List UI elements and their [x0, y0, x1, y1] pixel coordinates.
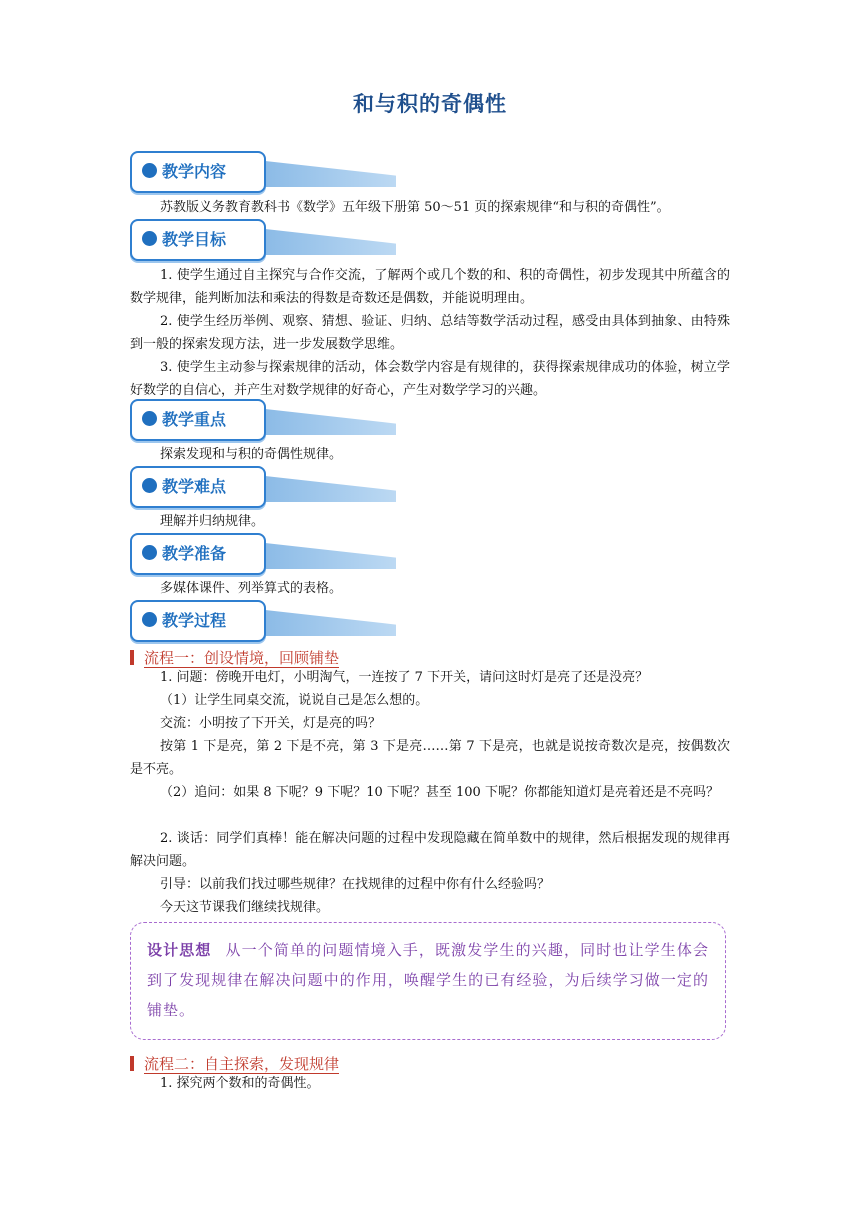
flow1-title: 流程一：创设情境，回顾铺垫 — [144, 649, 340, 667]
flow1-paragraph: 引导：以前我们找过哪些规律？在找规律的过程中你有什么经验吗？ — [160, 877, 551, 892]
goal-item-3: 3. 使学生主动参与探索规律的活动，体会数学内容是有规律的，获得探索规律成功的体验，树立学好数学的自信心，并产生对数学规律的好奇心，产生对数学学习的兴趣。 — [130, 360, 730, 398]
page-title: 和与积的奇偶性 — [353, 92, 507, 116]
section-label: 教学内容 — [162, 162, 227, 181]
section-heading-process — [130, 600, 300, 642]
bullet-dot-icon — [142, 478, 157, 493]
bullet-dot-icon — [142, 612, 157, 627]
flow1-paragraph: （2）追问：如果 8 下呢？9 下呢？10 下呢？甚至 100 下呢？你都能知道灯是亮着还是不亮吗？ — [160, 785, 719, 800]
preparation-text: 多媒体课件、列举算式的表格。 — [160, 581, 343, 596]
flow1-paragraph: （1）让学生同桌交流，说说自己是怎么想的。 — [160, 693, 429, 708]
flow2-paragraph: 1. 探究两个数和的奇偶性。 — [160, 1076, 320, 1091]
flow2-heading — [130, 1053, 339, 1073]
difficulty-text: 理解并归纳规律。 — [160, 514, 265, 529]
flow1-paragraph: 1. 问题：傍晚开电灯，小明淘气，一连按了 7 下开关，请问这时灯是亮了还是没亮？ — [160, 670, 649, 685]
flow-marker-icon — [130, 650, 134, 665]
bullet-dot-icon — [142, 545, 157, 560]
section-label: 教学准备 — [162, 544, 227, 563]
flow1-paragraph: 交流：小明按了下开关，灯是亮的吗？ — [160, 716, 382, 731]
key-text: 探索发现和与积的奇偶性规律。 — [160, 447, 343, 462]
flow1-paragraph: 按第 1 下是亮，第 2 下是不亮，第 3 下是亮……第 7 下是亮，也就是说按奇数次是亮，按偶数次是不亮。 — [130, 739, 730, 777]
section-label: 教学目标 — [162, 230, 227, 249]
goal-item-2: 2. 使学生经历举例、观察、猜想、验证、归纳、总结等数学活动过程，感受由具体到抽象、由特殊到一般的探索发现方法，进一步发展数学思维。 — [130, 314, 730, 352]
bullet-dot-icon — [142, 163, 157, 178]
flow1-paragraph: 今天这节课我们继续找规律。 — [160, 900, 330, 915]
section-heading-content — [130, 151, 300, 193]
design-idea-box — [130, 922, 726, 1040]
design-idea-label: 设计思想 — [147, 941, 212, 959]
bullet-dot-icon — [142, 411, 157, 426]
section-heading-preparation — [130, 533, 300, 575]
section-heading-key — [130, 399, 300, 441]
content-text: 苏教版义务教育教科书《数学》五年级下册第 50～51 页的探索规律“和与积的奇偶性”。 — [160, 200, 670, 215]
design-idea-text: 从一个简单的问题情境入手，既激发学生的兴趣，同时也让学生体会到了发现规律在解决问题中的作用，唤醒学生的已有经验，为后续学习做一定的铺垫。 — [147, 941, 709, 1019]
flow1-heading — [130, 647, 339, 667]
goal-item-1: 1. 使学生通过自主探究与合作交流，了解两个或几个数的和、积的奇偶性，初步发现其中所蕴含的数学规律，能判断加法和乘法的得数是奇数还是偶数，并能说明理由。 — [130, 268, 730, 306]
section-heading-goals — [130, 219, 300, 261]
section-label: 教学难点 — [162, 477, 227, 496]
bullet-dot-icon — [142, 231, 157, 246]
section-label: 教学重点 — [162, 410, 227, 429]
flow-marker-icon — [130, 1056, 134, 1071]
flow2-title: 流程二：自主探索，发现规律 — [144, 1055, 340, 1073]
flow1-paragraph: 2. 谈话：同学们真棒！能在解决问题的过程中发现隐藏在简单数中的规律，然后根据发现的规律再解决问题。 — [130, 831, 730, 869]
section-label: 教学过程 — [162, 611, 227, 630]
section-heading-difficulty — [130, 466, 300, 508]
